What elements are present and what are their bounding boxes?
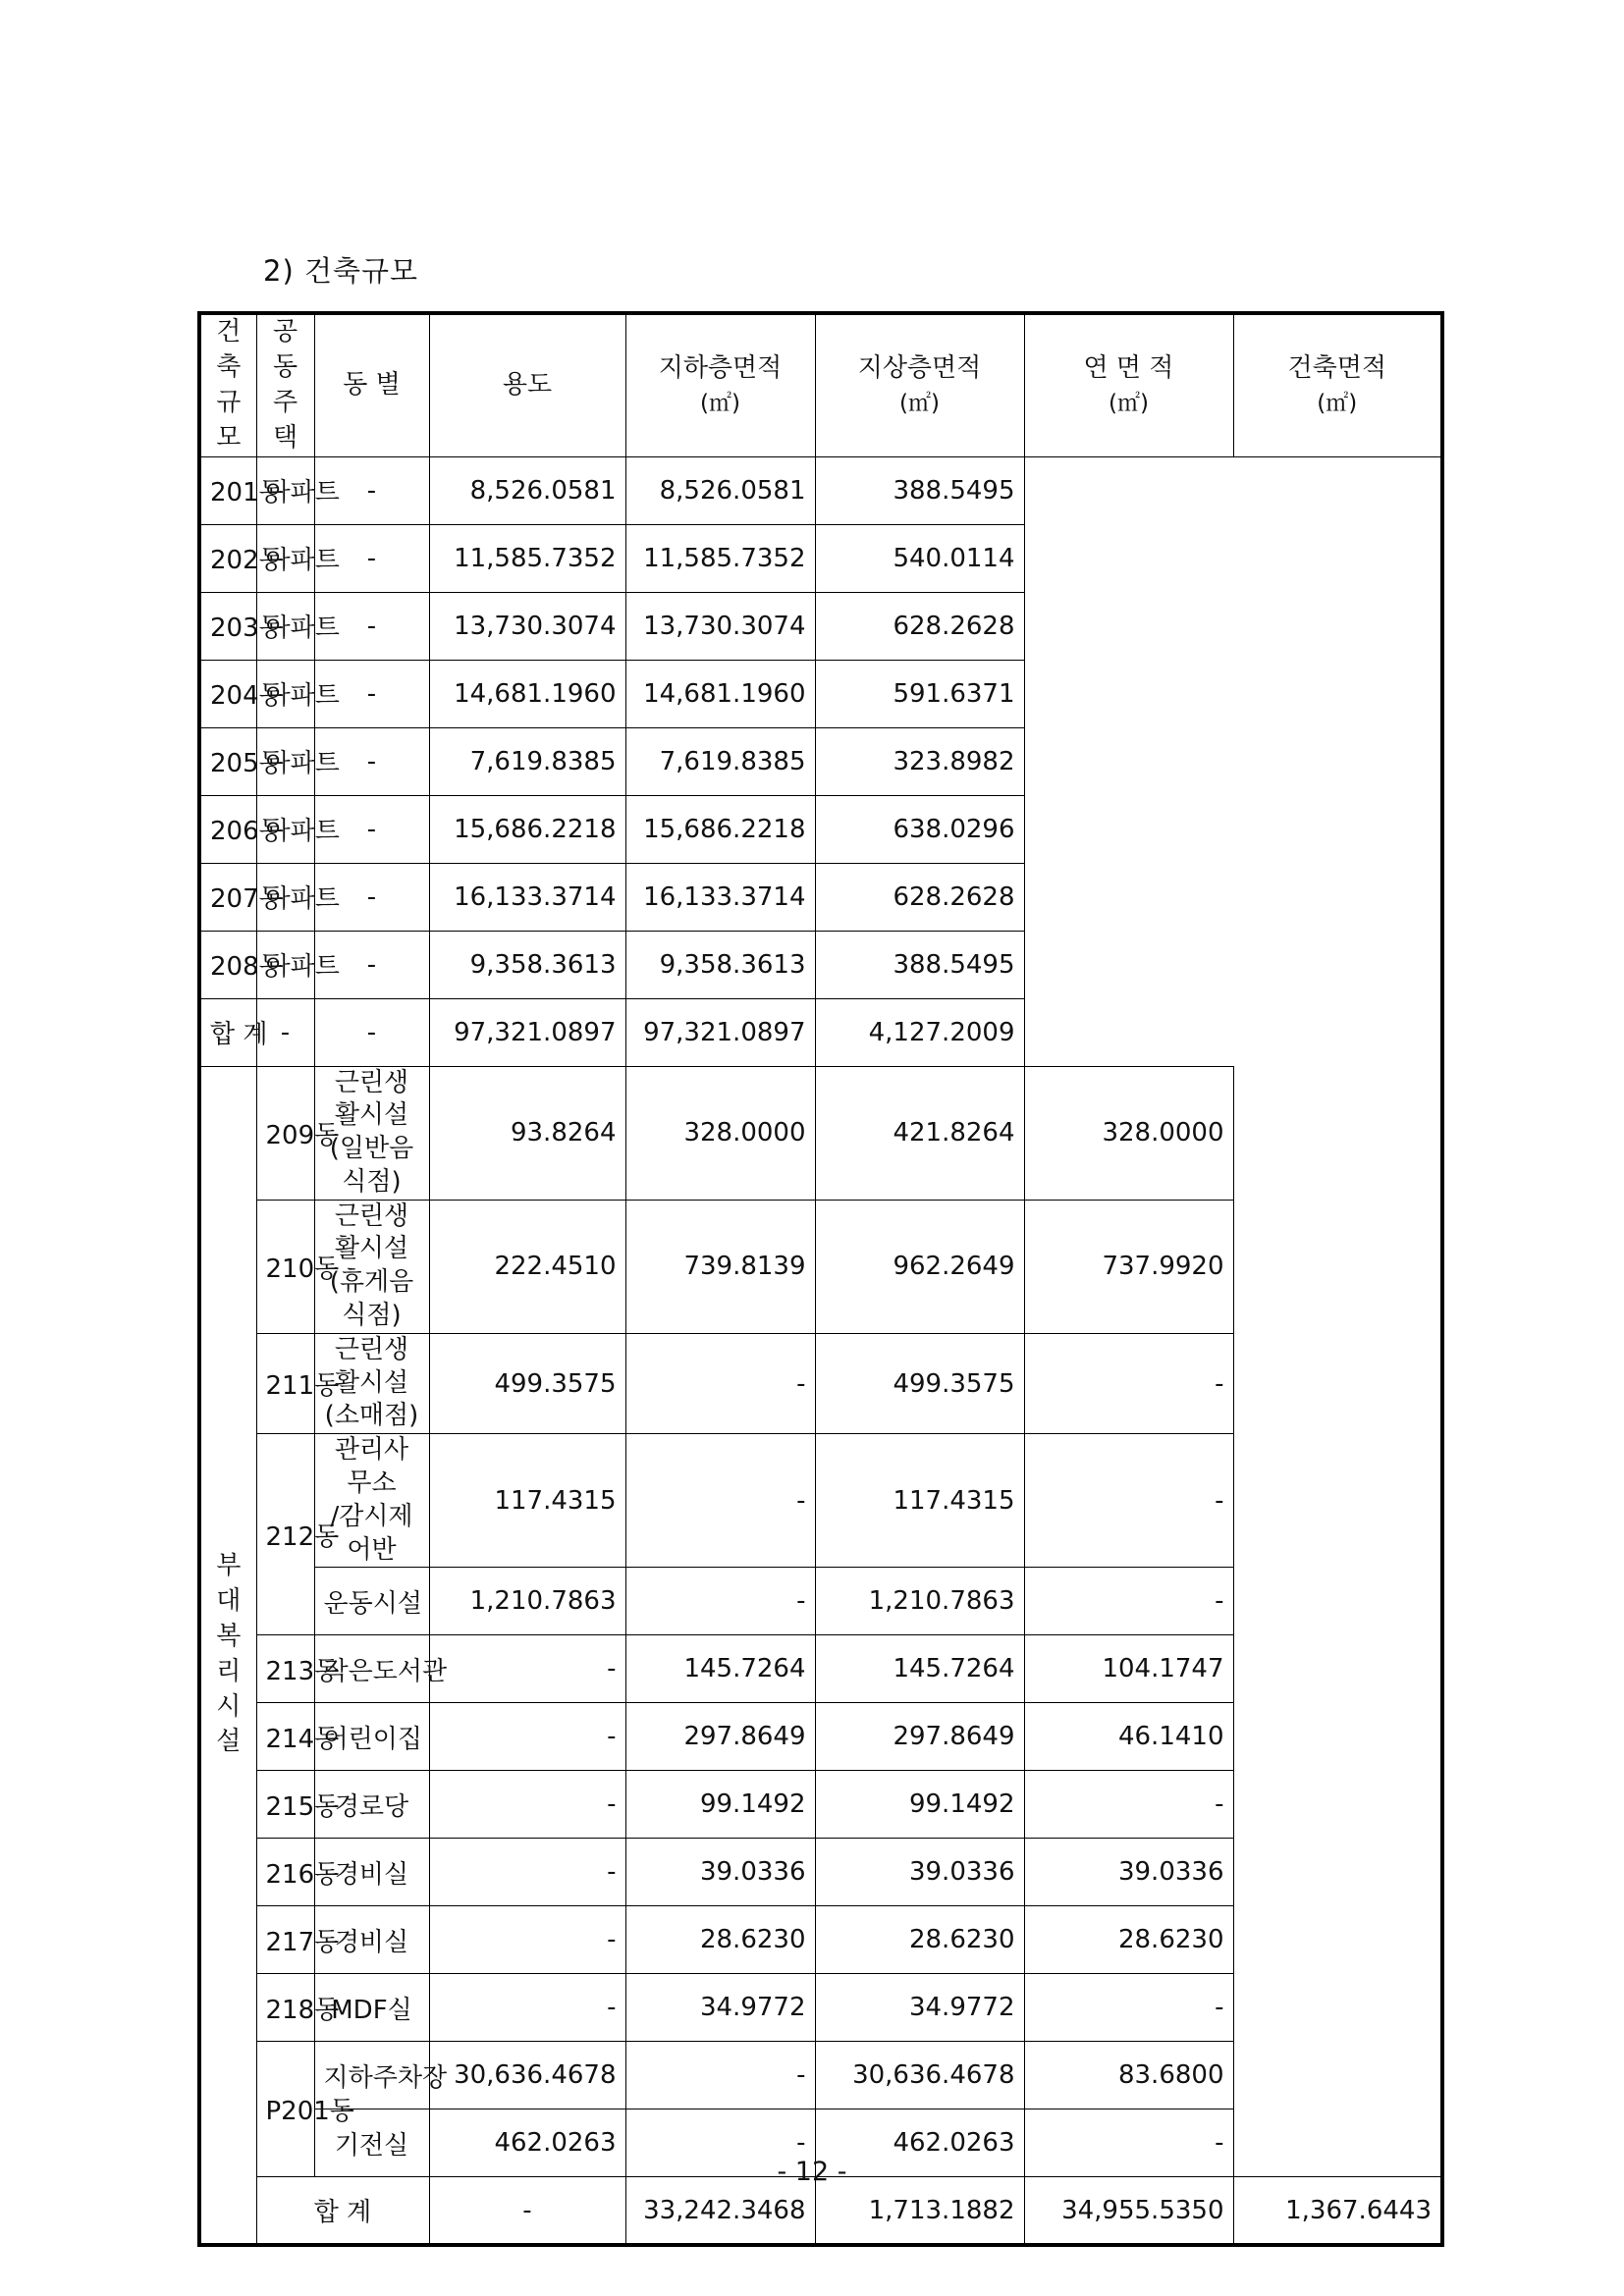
underground-cell: 222.4510 (429, 1200, 625, 1333)
above-ground-cell: 97,321.0897 (429, 998, 625, 1066)
dong-cell: 203동 (199, 592, 256, 660)
dong-cell: 213동 (256, 1635, 314, 1703)
underground-cell: - (314, 456, 429, 524)
building-area-cell: 628.2628 (815, 863, 1024, 931)
above-ground-cell: 7,619.8385 (429, 727, 625, 795)
sub-group-housing-cell (256, 313, 314, 456)
total-floor-cell: 499.3575 (815, 1333, 1024, 1433)
building-area-cell: - (1024, 1974, 1233, 2042)
total-floor-cell: 34,955.5350 (1024, 2177, 1233, 2245)
usage-cell: 어린이집 (314, 1703, 429, 1771)
table-row (199, 1434, 1442, 1568)
above-ground-cell: 8,526.0581 (429, 456, 625, 524)
usage-line2: (소매점) (324, 1401, 419, 1431)
table-row (199, 1906, 1442, 1974)
table-row (199, 1771, 1442, 1839)
underground-cell: - (314, 931, 429, 998)
table-row (199, 727, 1442, 795)
vertical-label-char: 부 (216, 1551, 242, 1581)
subtotal-label: 합 계 (199, 998, 256, 1066)
dong-cell: 210동 (256, 1200, 314, 1333)
header-underground (625, 313, 815, 456)
underground-cell: - (429, 1906, 625, 1974)
table-row (199, 1839, 1442, 1906)
vertical-label-char: 건 (216, 317, 242, 347)
vertical-label-char: 동 (272, 351, 298, 382)
usage-line1: 근린생활시설 (334, 1334, 409, 1398)
usage-cell: 기전실 (314, 2109, 429, 2177)
underground-cell: - (314, 863, 429, 931)
above-ground-cell: 14,681.1960 (429, 660, 625, 727)
table-row (199, 660, 1442, 727)
header-unit: (㎡) (700, 390, 740, 416)
dong-cell: 212동 (256, 1434, 314, 1635)
vertical-label-char: 대 (216, 1585, 242, 1616)
total-floor-cell: 39.0336 (815, 1839, 1024, 1906)
underground-cell: 33,242.3468 (625, 2177, 815, 2245)
underground-cell: 462.0263 (429, 2109, 625, 2177)
above-ground-cell: 99.1492 (625, 1771, 815, 1839)
dong-cell: 206동 (199, 795, 256, 863)
above-ground-cell: 11,585.7352 (429, 524, 625, 592)
building-area-cell: 388.5495 (815, 456, 1024, 524)
usage-cell: 아파트 (256, 727, 314, 795)
usage-cell: MDF실 (314, 1974, 429, 2042)
vertical-label-char: 리 (216, 1656, 242, 1686)
above-ground-cell: - (625, 1568, 815, 1635)
vertical-label-char: 택 (272, 422, 298, 453)
total-floor-cell: 117.4315 (815, 1434, 1024, 1568)
usage-cell: 경비실 (314, 1906, 429, 1974)
building-area-cell: 328.0000 (1024, 1066, 1233, 1200)
dong-cell: 207동 (199, 863, 256, 931)
underground-cell: - (429, 1703, 625, 1771)
building-area-cell: 39.0336 (1024, 1839, 1233, 1906)
total-floor-cell: 30,636.4678 (815, 2042, 1024, 2109)
underground-cell: - (429, 1635, 625, 1703)
total-floor-cell: 7,619.8385 (625, 727, 815, 795)
usage-cell: - (256, 998, 314, 1066)
building-area-cell: 4,127.2009 (815, 998, 1024, 1066)
total-floor-cell: 9,358.3613 (625, 931, 815, 998)
usage-line1: 관리사무소 (334, 1435, 409, 1499)
underground-cell: - (314, 998, 429, 1066)
usage-line1: 근린생활시설 (334, 1201, 409, 1264)
underground-cell: - (314, 660, 429, 727)
total-floor-cell: 15,686.2218 (625, 795, 815, 863)
total-floor-cell: 145.7264 (815, 1635, 1024, 1703)
dong-cell: 215동 (256, 1771, 314, 1839)
usage-cell: 아파트 (256, 795, 314, 863)
total-floor-cell: 1,210.7863 (815, 1568, 1024, 1635)
usage-cell: - (429, 2177, 625, 2245)
usage-cell: 작은도서관 (314, 1635, 429, 1703)
building-area-cell: - (1024, 2109, 1233, 2177)
building-area-cell: 591.6371 (815, 660, 1024, 727)
table-row (199, 456, 1442, 524)
table-row (199, 1568, 1442, 1635)
dong-cell: 208동 (199, 931, 256, 998)
above-ground-cell: - (625, 2042, 815, 2109)
vertical-label-char: 공 (272, 317, 298, 347)
total-floor-cell: 99.1492 (815, 1771, 1024, 1839)
header-unit: (㎡) (1317, 390, 1358, 416)
table-row (199, 1703, 1442, 1771)
vertical-label-char: 복 (216, 1621, 242, 1651)
underground-cell: 1,210.7863 (429, 1568, 625, 1635)
dong-cell: 218동 (256, 1974, 314, 2042)
total-floor-cell: 462.0263 (815, 2109, 1024, 2177)
header-unit: (㎡) (1109, 390, 1149, 416)
header-total-floor (1024, 313, 1233, 456)
total-floor-cell: 8,526.0581 (625, 456, 815, 524)
total-floor-cell: 297.8649 (815, 1703, 1024, 1771)
total-floor-cell: 34.9772 (815, 1974, 1024, 2042)
table-header-row (199, 313, 1442, 456)
dong-cell: 211동 (256, 1333, 314, 1433)
header-above-ground-label: 지상층면적 (857, 352, 982, 383)
header-building-area-label: 건축면적 (1287, 352, 1386, 383)
vertical-label-char: 모 (216, 422, 242, 453)
building-area-cell: 388.5495 (815, 931, 1024, 998)
underground-cell: - (314, 524, 429, 592)
usage-cell: 아파트 (256, 660, 314, 727)
table-row (199, 2042, 1442, 2109)
building-area-cell: - (1024, 1568, 1233, 1635)
usage-line1: 근린생활시설 (334, 1067, 409, 1131)
above-ground-cell: 28.6230 (625, 1906, 815, 1974)
usage-cell: 아파트 (256, 456, 314, 524)
dong-cell: 217동 (256, 1906, 314, 1974)
header-building-area (1233, 313, 1442, 456)
above-ground-cell: 34.9772 (625, 1974, 815, 2042)
vertical-label-char: 규 (216, 387, 242, 417)
vertical-label-char: 주 (272, 387, 298, 417)
usage-cell: 아파트 (256, 931, 314, 998)
usage-cell: 운동시설 (314, 1568, 429, 1635)
header-unit: (㎡) (899, 390, 940, 416)
section-title: 2) 건축규모 (263, 254, 419, 288)
vertical-label-char: 축 (216, 351, 242, 382)
page-number: - 12 - (777, 2157, 847, 2187)
building-area-cell: - (1024, 1771, 1233, 1839)
underground-cell: 30,636.4678 (429, 2042, 625, 2109)
underground-cell: - (429, 1839, 625, 1906)
usage-line2: (휴게음식점) (329, 1267, 414, 1331)
usage-cell: 지하주차장 (314, 2042, 429, 2109)
usage-cell: 경로당 (314, 1771, 429, 1839)
underground-cell: 117.4315 (429, 1434, 625, 1568)
above-ground-cell: 13,730.3074 (429, 592, 625, 660)
building-area-cell: 737.9920 (1024, 1200, 1233, 1333)
sub-group-welfare-label (201, 1549, 256, 1760)
table-row (199, 1635, 1442, 1703)
sub-group-welfare-cell (199, 1066, 256, 2245)
building-area-cell: 83.6800 (1024, 2042, 1233, 2109)
usage-cell: 경비실 (314, 1839, 429, 1906)
underground-cell: 499.3575 (429, 1333, 625, 1433)
header-usage: 용도 (429, 313, 625, 456)
table-row (199, 863, 1442, 931)
table-row (199, 795, 1442, 863)
above-ground-cell: 328.0000 (625, 1066, 815, 1200)
usage-cell (314, 1066, 429, 1200)
building-area-cell: - (1024, 1333, 1233, 1433)
header-dong: 동 별 (314, 313, 429, 456)
table-row (199, 1333, 1442, 1433)
group-label-cell (199, 313, 256, 456)
above-ground-cell: - (625, 2109, 815, 2177)
above-ground-cell: - (625, 1333, 815, 1433)
usage-cell: 아파트 (256, 592, 314, 660)
underground-cell: 93.8264 (429, 1066, 625, 1200)
table-row (199, 592, 1442, 660)
building-area-cell: 638.0296 (815, 795, 1024, 863)
total-floor-cell: 13,730.3074 (625, 592, 815, 660)
total-floor-cell: 11,585.7352 (625, 524, 815, 592)
dong-cell: 205동 (199, 727, 256, 795)
usage-line2: /감시제어반 (330, 1501, 413, 1565)
sub-group-housing-label (257, 315, 314, 456)
usage-cell (314, 1200, 429, 1333)
above-ground-cell: 9,358.3613 (429, 931, 625, 998)
grand-total-label: 합 계 (256, 2177, 429, 2245)
total-floor-cell: 97,321.0897 (625, 998, 815, 1066)
building-area-cell: 323.8982 (815, 727, 1024, 795)
table-row (199, 1974, 1442, 2042)
dong-cell: 201동 (199, 456, 256, 524)
building-area-cell: 540.0114 (815, 524, 1024, 592)
dong-cell: 202동 (199, 524, 256, 592)
usage-cell: 아파트 (256, 524, 314, 592)
building-area-cell: 104.1747 (1024, 1635, 1233, 1703)
table-row (199, 931, 1442, 998)
above-ground-cell: - (625, 1434, 815, 1568)
building-area-cell: 28.6230 (1024, 1906, 1233, 1974)
above-ground-cell: 16,133.3714 (429, 863, 625, 931)
dong-cell: 204동 (199, 660, 256, 727)
table-row (199, 1066, 1442, 1200)
total-floor-cell: 16,133.3714 (625, 863, 815, 931)
grand-total-row (199, 2177, 1442, 2245)
underground-cell: - (429, 1974, 625, 2042)
total-floor-cell: 421.8264 (815, 1066, 1024, 1200)
total-floor-cell: 962.2649 (815, 1200, 1024, 1333)
group-label (201, 315, 256, 456)
underground-cell: - (314, 727, 429, 795)
usage-line2: (일반음식점) (329, 1134, 414, 1197)
total-floor-cell: 14,681.1960 (625, 660, 815, 727)
header-total-floor-label: 연 면 적 (1083, 352, 1174, 383)
underground-cell: - (314, 795, 429, 863)
table-row (199, 1200, 1442, 1333)
building-area-cell: 1,367.6443 (1233, 2177, 1442, 2245)
building-area-cell: - (1024, 1434, 1233, 1568)
building-scale-table (197, 311, 1444, 2247)
dong-cell: 209동 (256, 1066, 314, 1200)
header-underground-label: 지하층면적 (658, 352, 783, 383)
dong-cell: 214동 (256, 1703, 314, 1771)
usage-cell: 아파트 (256, 863, 314, 931)
vertical-label-char: 시 (216, 1691, 242, 1722)
above-ground-cell: 15,686.2218 (429, 795, 625, 863)
above-ground-cell: 39.0336 (625, 1839, 815, 1906)
building-area-cell: 46.1410 (1024, 1703, 1233, 1771)
above-ground-cell: 1,713.1882 (815, 2177, 1024, 2245)
dong-cell: 216동 (256, 1839, 314, 1906)
underground-cell: - (314, 592, 429, 660)
header-above-ground (815, 313, 1024, 456)
above-ground-cell: 297.8649 (625, 1703, 815, 1771)
above-ground-cell: 739.8139 (625, 1200, 815, 1333)
building-area-cell: 628.2628 (815, 592, 1024, 660)
vertical-label-char: 설 (216, 1727, 242, 1757)
total-floor-cell: 28.6230 (815, 1906, 1024, 1974)
underground-cell: - (429, 1771, 625, 1839)
table-row (199, 524, 1442, 592)
housing-subtotal-row (199, 998, 1442, 1066)
dong-cell: P201동 (256, 2042, 314, 2177)
above-ground-cell: 145.7264 (625, 1635, 815, 1703)
